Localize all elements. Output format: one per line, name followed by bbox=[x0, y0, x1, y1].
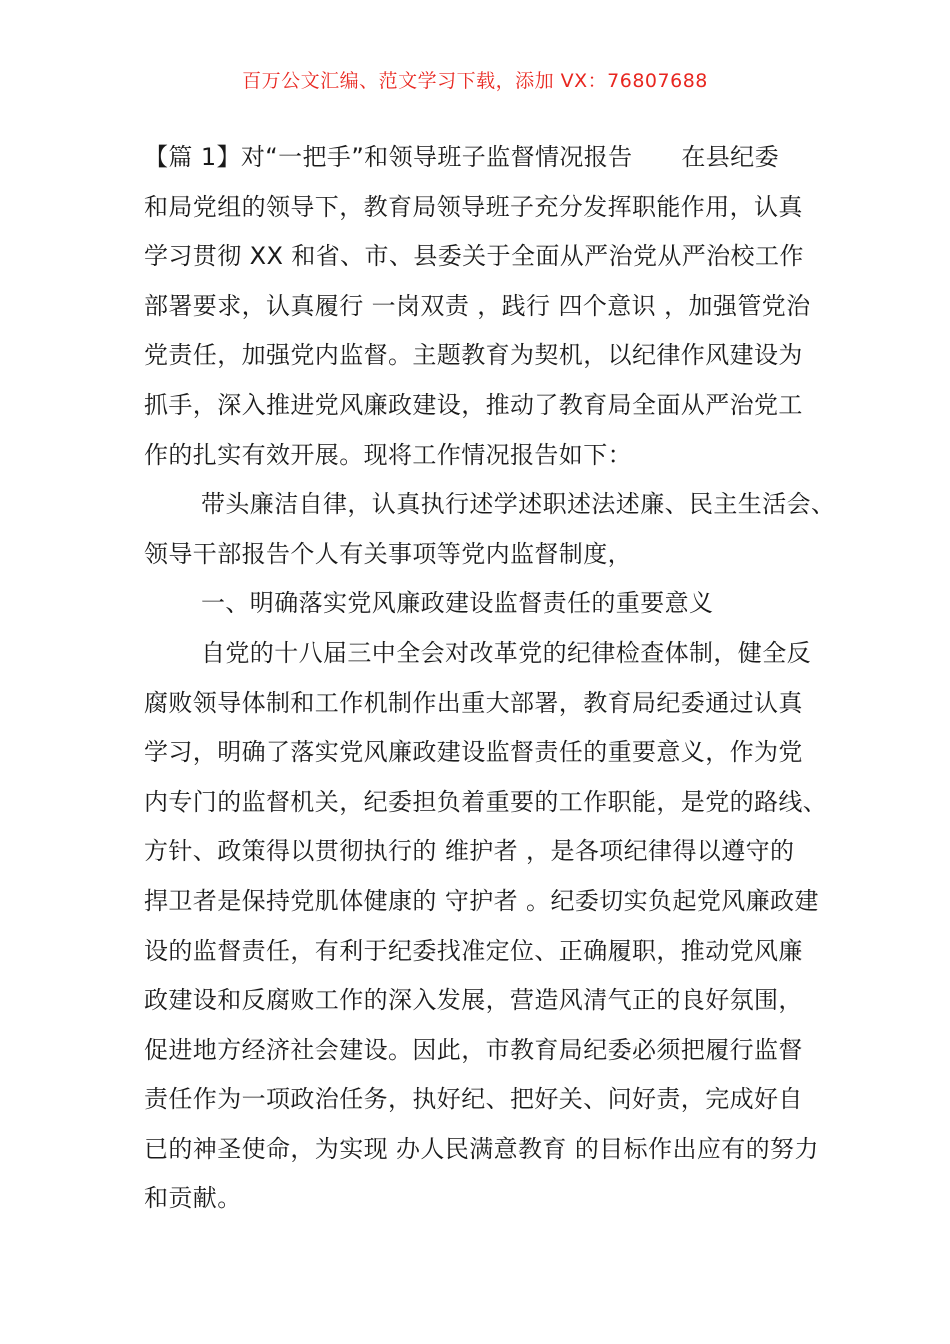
document-line: 和局党组的领导下，教育局领导班子充分发挥职能作用，认真 bbox=[144, 192, 803, 221]
document-line: 设的监督责任，有利于纪委找准定位、正确履职，推动党风廉 bbox=[144, 936, 803, 965]
document-line: 政建设和反腐败工作的深入发展，营造风清气正的良好氛围， bbox=[144, 986, 803, 1015]
document-line: 方针、政策得以贯彻执行的 维护者 ，是各项纪律得以遵守的 bbox=[144, 837, 795, 866]
document-line: 责任作为一项政治任务，执好纪、把好关、问好责，完成好自 bbox=[144, 1085, 803, 1114]
document-line: 作的扎实有效开展。现将工作情况报告如下： bbox=[144, 440, 632, 469]
document-line: 捍卫者是保持党肌体健康的 守护者 。纪委切实负起党风廉政建 bbox=[144, 886, 819, 915]
document-line: 内专门的监督机关，纪委担负着重要的工作职能，是党的路线、 bbox=[144, 787, 828, 816]
document-line: 带头廉洁自律，认真执行述学述职述法述廉、民主生活会、 bbox=[201, 490, 836, 519]
document-body bbox=[144, 133, 836, 1224]
document-line: 抓手，深入推进党风廉政建设，推动了教育局全面从严治党工 bbox=[144, 390, 803, 419]
document-line: 部署要求，认真履行 一岗双责 ，践行 四个意识 ，加强管党治 bbox=[144, 291, 811, 320]
document-line: 促进地方经济社会建设。因此，市教育局纪委必须把履行监督 bbox=[144, 1035, 803, 1064]
document-line: 和贡献。 bbox=[144, 1184, 242, 1213]
document-line: 党责任，加强党内监督。主题教育为契机，以纪律作风建设为 bbox=[144, 341, 803, 370]
document-line: 【篇 1】对“一把手”和领导班子监督情况报告 在县纪委 bbox=[144, 143, 779, 171]
document-line: 领导干部报告个人有关事项等党内监督制度， bbox=[144, 539, 632, 568]
document-line: 腐败领导体制和工作机制作出重大部署，教育局纪委通过认真 bbox=[144, 688, 803, 717]
watermark-header: 百万公文汇编、范文学习下载，添加 VX：76807688 bbox=[242, 70, 708, 92]
document-line: 学习贯彻 XX 和省、市、县委关于全面从严治党从严治校工作 bbox=[144, 242, 804, 271]
document-line: 一、明确落实党风廉政建设监督责任的重要意义 bbox=[201, 589, 714, 618]
document-line: 已的神圣使命，为实现 办人民满意教育 的目标作出应有的努力 bbox=[144, 1134, 819, 1163]
document-line: 自党的十八届三中全会对改革党的纪律检查体制，健全反 bbox=[201, 638, 811, 667]
document-line: 学习，明确了落实党风廉政建设监督责任的重要意义，作为党 bbox=[144, 738, 803, 767]
